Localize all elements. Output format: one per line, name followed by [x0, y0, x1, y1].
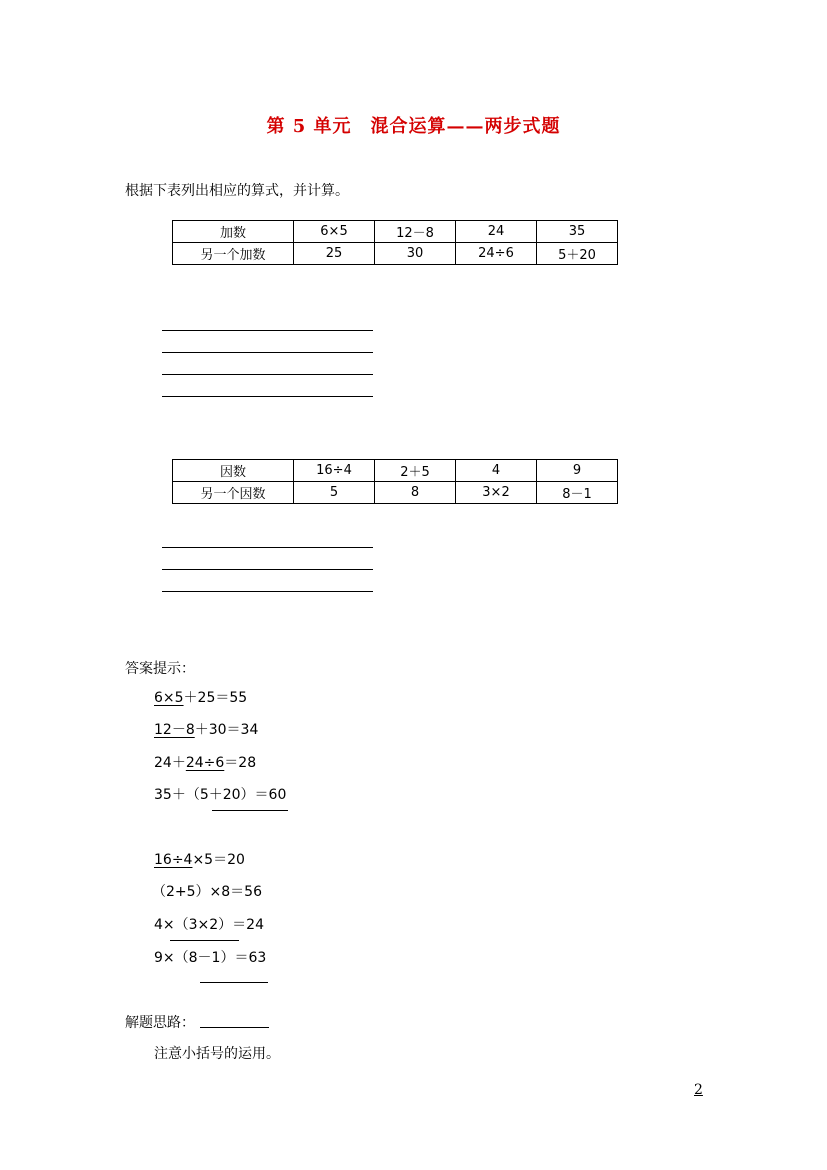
- instruction-text: 根据下表列出相应的算式，并计算。: [125, 183, 349, 199]
- answer-1-rest: ＋25＝55: [183, 690, 248, 706]
- page-number: 2: [694, 1082, 703, 1098]
- answer-line[interactable]: [162, 396, 373, 397]
- table-row: [173, 482, 618, 504]
- table-cell: 5: [294, 482, 375, 504]
- page-title: 第 5 单元 混合运算——两步式题: [266, 116, 561, 137]
- answer-5-underlined: 16÷4: [154, 852, 193, 868]
- table-cell: 35: [537, 221, 618, 243]
- table-cell: 24÷6: [456, 243, 537, 265]
- answer-3-lead: 24＋: [154, 755, 186, 771]
- addend-table: [172, 220, 618, 265]
- table-cell: 8－1: [537, 482, 618, 504]
- answer-3-underlined: 24÷6: [185, 755, 225, 771]
- answer-line[interactable]: [162, 547, 373, 548]
- answer-8-underline: [200, 982, 268, 983]
- answer-line[interactable]: [162, 591, 373, 592]
- table-cell: 另一个加数: [173, 243, 294, 265]
- thinking-label: 解题思路：: [125, 1015, 195, 1031]
- factor-table: [172, 459, 618, 504]
- thinking-underline: [200, 1027, 269, 1028]
- answer-3-rest: ＝28: [224, 755, 257, 771]
- answers-label: 答案提示：: [125, 661, 195, 677]
- table-cell: 3×2: [456, 482, 537, 504]
- answer-line[interactable]: [162, 569, 373, 570]
- table-cell: 6×5: [294, 221, 375, 243]
- answer-2-underlined: 12－8: [154, 722, 195, 738]
- table-cell: 4: [456, 460, 537, 482]
- table-cell: 25: [294, 243, 375, 265]
- answer-8: 9×（8－1）＝63: [154, 950, 267, 966]
- table-cell: 另一个因数: [173, 482, 294, 504]
- answer-line[interactable]: [162, 374, 373, 375]
- answer-4: 35＋（5＋20）＝60: [154, 787, 287, 803]
- table-row: [173, 243, 618, 265]
- answer-3: [154, 755, 256, 771]
- table-cell: 16÷4: [294, 460, 375, 482]
- table-cell: 8: [375, 482, 456, 504]
- table-row: [173, 221, 618, 243]
- table-cell: 加数: [173, 221, 294, 243]
- answer-7-underline: [170, 940, 239, 941]
- table-cell: 9: [537, 460, 618, 482]
- answer-1-underlined: 6×5: [154, 690, 184, 706]
- answer-5-rest: ×5＝20: [192, 852, 245, 868]
- answer-5: [154, 852, 245, 868]
- answer-line[interactable]: [162, 330, 373, 331]
- answer-2-rest: ＋30＝34: [194, 722, 259, 738]
- answer-7: 4×（3×2）＝24: [154, 917, 264, 933]
- table-row: [173, 460, 618, 482]
- table-cell: 2＋5: [375, 460, 456, 482]
- answer-4-underline: [212, 810, 288, 811]
- answer-1: [154, 690, 247, 706]
- table-cell: 5＋20: [537, 243, 618, 265]
- table-cell: 24: [456, 221, 537, 243]
- table-cell: 30: [375, 243, 456, 265]
- table-cell: 因数: [173, 460, 294, 482]
- table-cell: 12－8: [375, 221, 456, 243]
- answer-6: （2+5）×8＝56: [152, 884, 262, 900]
- answer-2: [154, 722, 258, 738]
- answer-line[interactable]: [162, 352, 373, 353]
- thinking-text: 注意小括号的运用。: [154, 1046, 280, 1062]
